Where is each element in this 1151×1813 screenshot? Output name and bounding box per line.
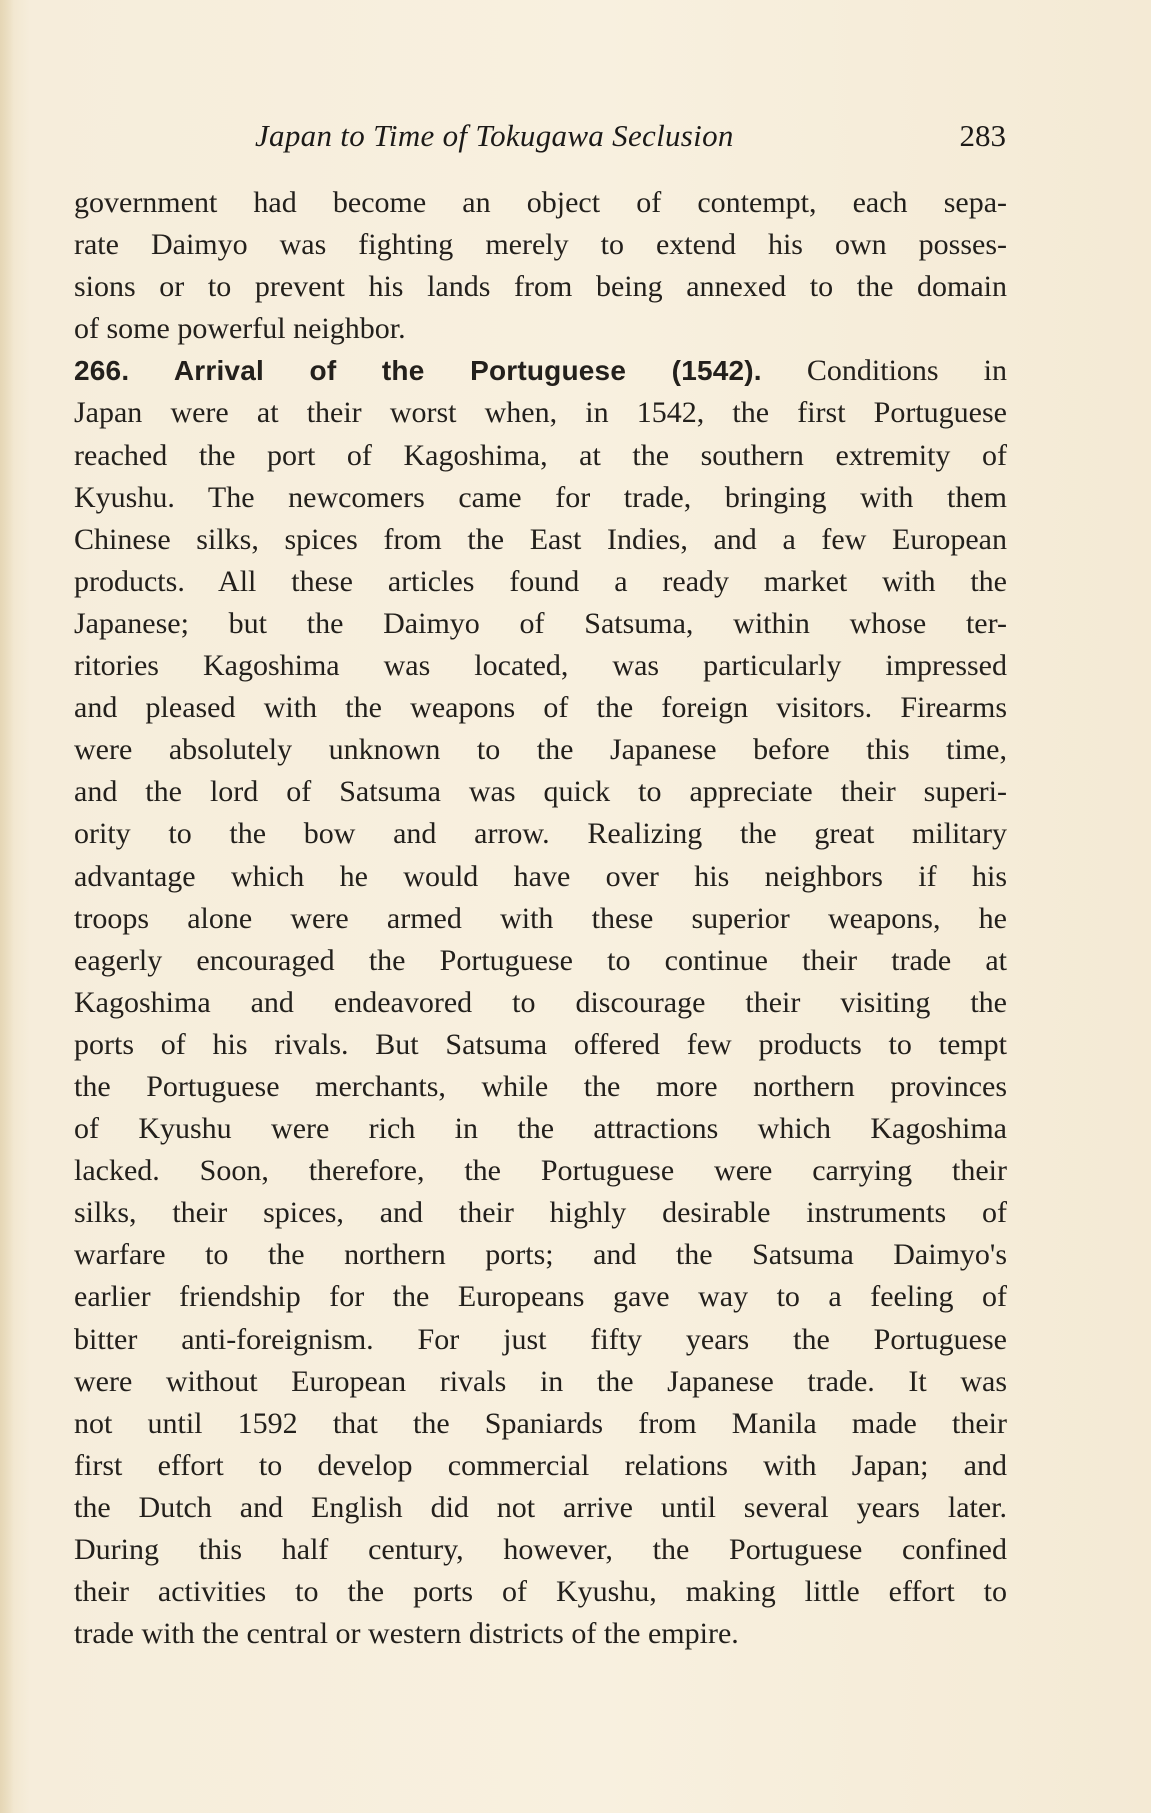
text-line: and pleased with the weapons of the foreign visitors. Firearms: [74, 691, 1007, 725]
text-line-fragment: Conditions in: [806, 354, 1008, 388]
text-line: Japanese; but the Daimyo of Satsuma, within whose ter-: [74, 606, 1007, 640]
text-line: their activities to the ports of Kyushu, making little effort to: [74, 1575, 1007, 1609]
text-line: ritories Kagoshima was located, was particularly impressed: [74, 649, 1007, 683]
text-line: first effort to develop commercial relations with Japan; and: [74, 1448, 1007, 1482]
text-line: reached the port of Kagoshima, at the southern extremity of: [74, 438, 1007, 472]
text-line: advantage which he would have over his neighbors if his: [74, 859, 1007, 893]
running-head: [76, 118, 1006, 168]
text-line: not until 1592 that the Spaniards from Manila made their: [74, 1406, 1007, 1440]
text-line: During this half century, however, the Portuguese confined: [74, 1533, 1007, 1566]
text-line: ority to the bow and arrow. Realizing the great military: [74, 817, 1007, 851]
text-line: the Portuguese merchants, while the more northern provinces: [74, 1069, 1007, 1103]
text-line: products. All these articles found a ready market with the: [74, 564, 1007, 598]
text-line: were without European rivals in the Japanese trade. It was: [74, 1364, 1007, 1398]
section-heading-line: [74, 350, 1007, 392]
text-line: earlier friendship for the Europeans gave way to a feeling of: [74, 1280, 1007, 1314]
text-line: were absolutely unknown to the Japanese before this time,: [74, 733, 1007, 767]
text-line: and the lord of Satsuma was quick to appreciate their superi-: [74, 775, 1007, 809]
body-text: [74, 182, 1007, 1655]
text-line: silks, their spices, and their highly desirable instruments of: [74, 1196, 1007, 1230]
text-line: Chinese silks, spices from the East Indies, and a few European: [74, 522, 1007, 556]
text-line: warfare to the northern ports; and the Satsuma Daimyo's: [74, 1238, 1007, 1272]
text-line: sions or to prevent his lands from being annexed to the domain: [74, 270, 1007, 304]
text-line: the Dutch and English did not arrive until several years later.: [74, 1490, 1007, 1524]
text-line: rate Daimyo was fighting merely to extend his own posses-: [74, 228, 1007, 262]
text-line: of some powerful neighbor.: [74, 312, 406, 346]
text-line: government had become an object of contempt, each sepa-: [74, 186, 1007, 219]
section-266: [74, 350, 1007, 1655]
text-line: of Kyushu were rich in the attractions which Kagoshima: [74, 1112, 1007, 1146]
text-line: eagerly encouraged the Portuguese to continue their trade at: [74, 943, 1007, 977]
text-line: Kyushu. The newcomers came for trade, bringing with them: [74, 480, 1007, 514]
text-line: Japan were at their worst when, in 1542, the first Portuguese: [74, 396, 1007, 430]
section-heading: 266. Arrival of the Portuguese (1542).: [74, 355, 762, 387]
page-number: 283: [959, 118, 1006, 153]
text-line: ports of his rivals. But Satsuma offered few products to tempt: [74, 1027, 1007, 1061]
text-line: troops alone were armed with these superior weapons, he: [74, 901, 1007, 935]
text-line: Kagoshima and endeavored to discourage their visiting the: [74, 985, 1007, 1019]
text-line: bitter anti-foreignism. For just fifty years the Portuguese: [74, 1322, 1007, 1356]
paragraph-continued: [74, 182, 1007, 350]
text-line: lacked. Soon, therefore, the Portuguese were carrying their: [74, 1154, 1007, 1188]
page-gutter-shadow: [0, 0, 14, 1813]
running-title: Japan to Time of Tokugawa Seclusion: [255, 118, 734, 153]
text-line: trade with the central or western districts of the empire.: [74, 1617, 739, 1651]
